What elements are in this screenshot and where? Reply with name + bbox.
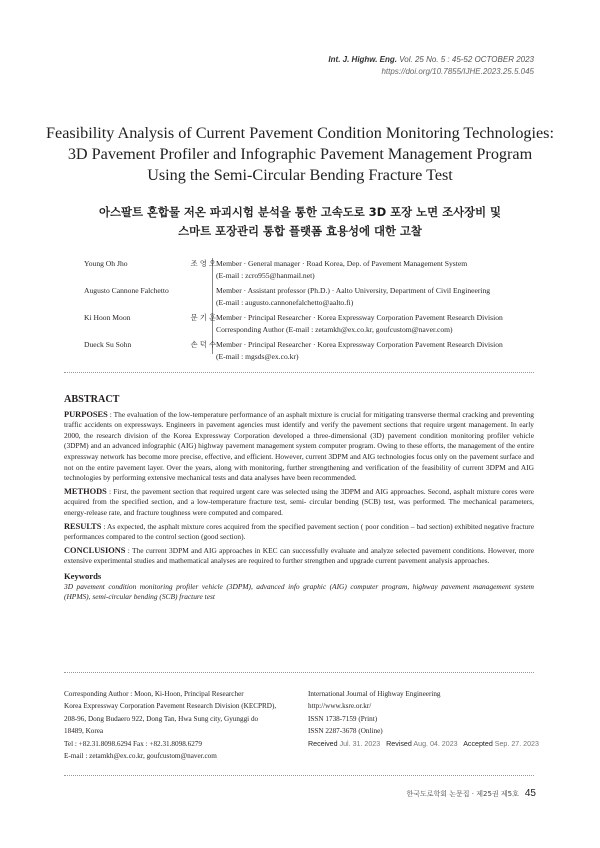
received-label: Received xyxy=(308,739,338,748)
title-english xyxy=(40,123,560,186)
author-row xyxy=(84,312,544,335)
accepted-label: Accepted xyxy=(463,739,493,748)
title-en-line: Feasibility Analysis of Current Pavement Condition Monitoring Technologies: xyxy=(46,124,554,142)
affiliation-line: Member · General manager · Road Korea, Dep. of Pavement Management System xyxy=(216,259,468,268)
abstract-heading: ABSTRACT xyxy=(64,394,120,405)
correspondence-line: Tel : +82.31.8098.6294 Fax : +82.31.8098.6279 xyxy=(64,739,202,748)
title-en-line: 3D Pavement Profiler and Infographic Pavement Management Program xyxy=(67,145,533,163)
footer-journal: 한국도로학회 논문집 · 제25권 제5호 xyxy=(406,790,519,798)
abstract-results xyxy=(64,522,534,543)
author-name: Dueck Su Sohn xyxy=(84,340,132,349)
issn-print: ISSN 1738-7159 (Print) xyxy=(308,714,378,723)
author-row xyxy=(84,258,544,281)
author-row xyxy=(84,339,544,362)
volume-issue: Vol. 25 No. 5 : 45-52 OCTOBER 2023 xyxy=(399,55,534,64)
author-email: (E-mail : mgsds@ex.co.kr) xyxy=(216,351,299,361)
affiliation-line: Member · Principal Researcher · Korea Expressway Corporation Pavement Research Division xyxy=(216,340,503,349)
journal-full-name: International Journal of Highway Engineering xyxy=(308,690,441,698)
correspondence-line: Korea Expressway Corporation Pavement Research Division (KECPRD), xyxy=(64,702,277,711)
publication-info xyxy=(308,688,558,750)
title-korean xyxy=(40,203,560,241)
footer-divider xyxy=(64,775,534,776)
author-affiliation xyxy=(216,312,544,335)
affiliation-line: Member · Assistant professor (Ph.D.) · Aalto University, Department of Civil Engineering xyxy=(216,286,491,295)
issn-online: ISSN 2287-3678 (Online) xyxy=(308,727,383,736)
abstract-section xyxy=(64,395,534,603)
author-name-ko: 조 영 오 xyxy=(190,259,216,268)
revised-label: Revised xyxy=(386,739,412,748)
results-label: RESULTS xyxy=(64,521,102,531)
title-ko-line: 스마트 포장관리 통합 플랫폼 효용성에 대한 고찰 xyxy=(178,224,422,238)
title-ko-line: 아스팔트 혼합물 저온 파괴시험 분석을 통한 고속도로 3D 포장 노면 조사장비 및 xyxy=(98,205,502,219)
methods-label: METHODS xyxy=(64,486,107,496)
revised-date: Aug. 04. 2023 xyxy=(413,739,458,748)
author-email: (E-mail : zcro955@hanmail.net) xyxy=(216,270,315,280)
page-footer xyxy=(406,788,536,799)
article-dates xyxy=(308,738,558,750)
journal-header xyxy=(328,54,534,78)
purposes-label: PURPOSES xyxy=(64,409,108,419)
methods-text: : First, the pavement section that required urgent care was selected using the 3DPM and AIG approaches. Second, asphalt mixture cores were acquired from the specified section, and a low-temperature fracture test, semi- circular bending (SCB) test, was performed. The mechanical parameters, energy-release rate, and fracture toughness were computed and compared. xyxy=(64,486,534,517)
abstract-conclusions xyxy=(64,546,534,567)
correspondence-line: Corresponding Author : Moon, Ki-Hoon, Principal Researcher xyxy=(64,690,244,698)
purposes-text: : The evaluation of the low-temperature performance of an asphalt mixture is crucial for mitigating transverse thermal cracking and preventing traffic accidents on expressways. Engineers in pavement agencies must identify and verify the pavement sections that require urgent management. In early 2000, the research division of the Korea Expressway Corporation developed a three-dimensional (3D) pavement condition monitoring profiler vehicle (3DPM) and an advanced infographic (AIG) highway pavement management system computer program. Owing to these efforts, the management of the entire expressway network has become more precise, effective, and efficient. However, current 3DPM and AIG technologies focus only on the pavement surface and not on the entire pavement layer. Over the years, along with monitoring, further strengthening and verification of the feasibility of current 3DPM and AIG technologies by performing extensive mechanical tests and data analyses have been recommended. xyxy=(64,409,534,483)
journal-name: Int. J. Highw. Eng. xyxy=(328,55,398,64)
section-divider xyxy=(64,672,534,673)
doi-link[interactable]: https://doi.org/10.7855/IJHE.2023.25.5.045 xyxy=(381,67,534,76)
author-name: Ki Hoon Moon xyxy=(84,313,131,322)
author-affiliation xyxy=(216,339,544,362)
author-name-ko: 문 기 훈 xyxy=(190,313,216,322)
received-date: Jul. 31. 2023 xyxy=(339,739,381,748)
author-row xyxy=(84,285,544,308)
correspondence-line: E-mail : zetamkh@ex.co.kr, goufcustom@naver.com xyxy=(64,752,217,761)
results-text: : As expected, the asphalt mixture cores acquired from the specified pavement section ( poor condition – bad section) exhibited negative fracture performances compared to the control section (good section). xyxy=(64,521,534,542)
page-number: 45 xyxy=(524,788,536,799)
author-affiliation xyxy=(216,258,544,281)
keywords-text: 3D pavement condition monitoring profiler vehicle (3DPM), advanced info graphic (AIG) computer program, highway pavement management system (HPMS), semi-circular bending (SCB) fracture test xyxy=(64,581,534,602)
author-affiliation xyxy=(216,285,544,308)
correspondence-block xyxy=(64,688,294,762)
abstract-purposes xyxy=(64,410,534,484)
author-email: Corresponding Author (E-mail : zetamkh@ex.co.kr, goufcustom@naver.com) xyxy=(216,324,453,334)
author-email: (E-mail : augusto.cannonefalchetto@aalto.fi) xyxy=(216,297,354,307)
title-en-line: Using the Semi-Circular Bending Fracture Test xyxy=(147,166,453,184)
conclusions-label: CONCLUSIONS xyxy=(64,545,126,555)
abstract-methods xyxy=(64,487,534,519)
conclusions-text: : The current 3DPM and AIG approaches in KEC can successfully evaluate and analyze selected pavement conditions. However, more extensive experimental studies and mathematical analyses are required to further strengthen and upgrade current pavement analysis approaches. xyxy=(64,545,534,566)
correspondence-line: 18489, Korea xyxy=(64,727,104,736)
author-list xyxy=(84,258,544,362)
author-name: Young Oh Jho xyxy=(84,259,128,268)
journal-url[interactable]: http://www.ksre.or.kr/ xyxy=(308,702,372,711)
affiliation-line: Member · Principal Researcher · Korea Expressway Corporation Pavement Research Division xyxy=(216,313,503,322)
keywords-heading: Keywords xyxy=(64,570,102,581)
author-name: Augusto Cannone Falchetto xyxy=(84,286,169,295)
section-divider xyxy=(64,372,534,373)
author-name-ko: 손 덕 수 xyxy=(190,340,216,349)
correspondence-line: 208-96, Dong Budaero 922, Dong Tan, Hwa Sung city, Gyunggi do xyxy=(64,714,259,723)
accepted-date: Sep. 27. 2023 xyxy=(494,739,539,748)
